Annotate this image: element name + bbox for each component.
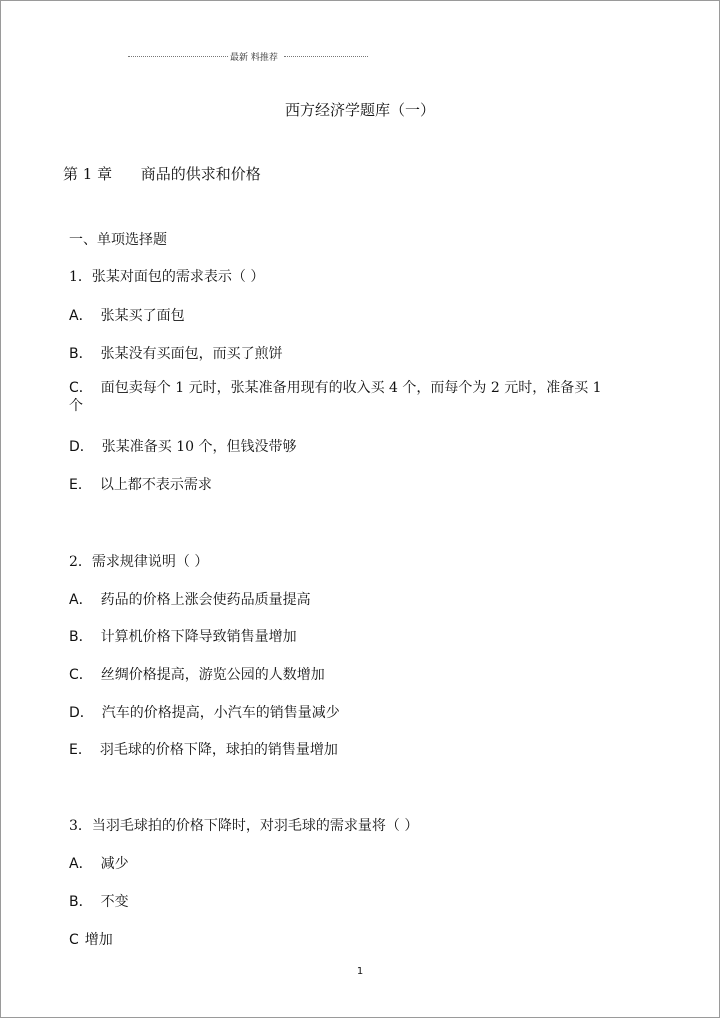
- option-text: 药品的价格上涨会使药品质量提高: [100, 592, 311, 608]
- chapter-name: 商品的供求和价格: [140, 165, 261, 183]
- option-label: C: [69, 932, 79, 948]
- section-heading: 一、单项选择题: [69, 232, 167, 248]
- option-label: E．: [69, 742, 92, 758]
- option-label: B．: [69, 346, 93, 362]
- question-stem: 2．需求规律说明（ ）: [69, 554, 209, 570]
- option-text: 张某准备买 10 个，但钱没带够: [101, 439, 297, 455]
- option-row: [69, 702, 340, 722]
- option-text: 丝绸价格提高，游览公园的人数增加: [100, 667, 325, 683]
- option-row: [69, 474, 212, 494]
- option-label: E．: [69, 477, 92, 493]
- option-text: 以上都不表示需求: [99, 477, 212, 493]
- option-label: A．: [69, 592, 93, 608]
- page-number: 1: [356, 966, 364, 977]
- header-label: 最新 料推荐: [230, 53, 278, 63]
- option-row: [69, 664, 325, 684]
- option-row: [69, 891, 129, 911]
- option-row: [69, 343, 283, 363]
- option-row: [69, 853, 129, 873]
- option-row: [69, 626, 297, 646]
- option-row: [69, 739, 338, 759]
- option-text: 减少: [100, 856, 129, 872]
- option-label: D．: [69, 439, 94, 455]
- header-dotted-line-right: [284, 56, 368, 57]
- option-label: C．: [69, 380, 93, 396]
- option-text: 张某没有买面包，而买了煎饼: [100, 346, 283, 362]
- chapter-number: 第 1 章: [63, 165, 113, 183]
- option-row: [69, 929, 113, 949]
- option-label: B．: [69, 629, 93, 645]
- option-text: 羽毛球的价格下降，球拍的销售量增加: [99, 742, 338, 758]
- option-text: 面包卖每个 1 元时，张某准备用现有的收入买 4 个，而每个为 2 元时，准备买 1: [100, 380, 602, 396]
- option-row: [69, 589, 311, 609]
- option-row: [69, 436, 297, 456]
- option-label: C．: [69, 667, 93, 683]
- option-text: 增加: [84, 932, 113, 948]
- page-header: [128, 50, 368, 64]
- header-dotted-line-left: [128, 56, 228, 57]
- option-label: D．: [69, 705, 94, 721]
- option-label: A．: [69, 856, 93, 872]
- question-stem: 3．当羽毛球拍的价格下降时，对羽毛球的需求量将（ ）: [69, 818, 419, 834]
- option-text: 张某买了面包: [100, 308, 185, 324]
- option-text: 计算机价格下降导致销售量增加: [100, 629, 297, 645]
- chapter-heading: [63, 163, 261, 184]
- option-row: [69, 305, 185, 325]
- option-label: B．: [69, 894, 93, 910]
- option-text: 不变: [100, 894, 129, 910]
- document-title: 西方经济学题库（一）: [284, 101, 435, 119]
- option-label: A．: [69, 308, 93, 324]
- question-stem: 1．张某对面包的需求表示（ ）: [69, 269, 265, 285]
- option-text: 汽车的价格提高，小汽车的销售量减少: [101, 705, 340, 721]
- option-text-continued: 个: [69, 398, 83, 414]
- option-row: [69, 379, 679, 415]
